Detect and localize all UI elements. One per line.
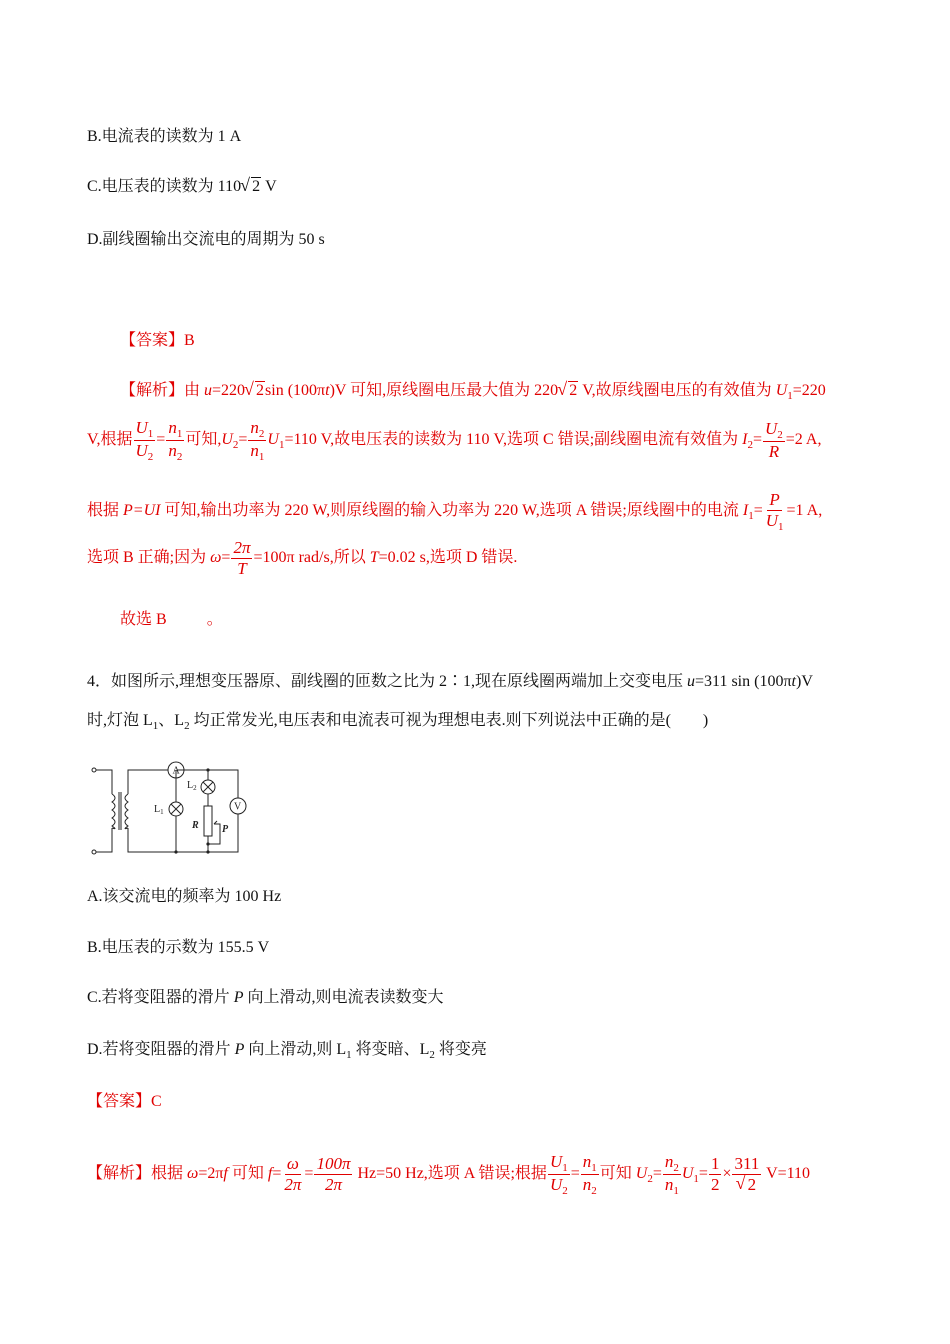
sqrt-radicand: 2 [256, 382, 265, 399]
var-U: U [681, 1165, 694, 1183]
fraction-U1-U2 [548, 1152, 570, 1197]
equals: = [221, 549, 231, 567]
text: 时,灯泡 L [87, 712, 153, 729]
fraction-n2-n1 [248, 418, 266, 463]
var-T: T [369, 549, 379, 567]
subscript: 2 [176, 451, 183, 463]
var-n: n [168, 418, 177, 437]
sqrt-radicand: 2 [252, 178, 261, 195]
q3-answer: 【答案】B [120, 332, 195, 349]
var-U: U [775, 382, 788, 399]
q3-option-c-text: C.电压表的读数为 110 [87, 178, 242, 195]
p-label: P [222, 824, 229, 835]
subscript: 2 [147, 451, 154, 463]
var-U: U [135, 441, 148, 460]
l2-label [187, 780, 197, 792]
q3-option-c-unit: V [261, 178, 277, 195]
q4-option-d [87, 1038, 487, 1063]
text: 可知,输出功率为 220 W,则原线圈的输入功率为 220 W,选项 A 错误;原线圈中的电流 [160, 502, 743, 520]
primary-coil [112, 794, 115, 829]
input-terminal-top [92, 768, 96, 772]
denominator: 2 [710, 1175, 720, 1194]
fraction-n1-n2 [581, 1152, 599, 1197]
subscript: 1 [748, 510, 754, 523]
subscript: 2 [562, 1185, 568, 1197]
var-R: R [768, 442, 780, 461]
r-label: R [192, 820, 199, 831]
times: × [722, 1165, 732, 1183]
fraction-2pi-T [231, 538, 252, 579]
var-U: U [765, 511, 778, 530]
text: 【解析】根据 [87, 1165, 188, 1183]
var-U: U [635, 1165, 648, 1183]
var-P: P [769, 490, 780, 509]
var-P: P [233, 989, 244, 1006]
var-n: n [582, 1175, 592, 1194]
subscript: 1 [562, 1162, 568, 1174]
text: =2π [198, 1165, 224, 1183]
text: V,根据 [87, 431, 133, 449]
q3-option-d: D.副线圈输出交流电的周期为 50 s [87, 231, 325, 248]
var-U: U [765, 419, 778, 438]
subscript: 2 [232, 439, 239, 452]
text: 可知, [185, 431, 222, 449]
subscript: 2 [184, 720, 190, 732]
subscript: 2 [777, 429, 783, 441]
l2-label-subscript: 2 [193, 784, 197, 792]
q3-explanation-line2 [87, 418, 821, 463]
fraction-U2-R [763, 419, 785, 462]
text: =100π rad/s,所以 [253, 549, 370, 567]
q4-stem-line2 [87, 709, 708, 734]
sqrt-symbol [737, 1175, 758, 1195]
l1-label-subscript: 1 [160, 808, 164, 816]
text: Hz=50 Hz,选项 A 错误;根据 [353, 1165, 547, 1183]
subscript: 1 [258, 451, 265, 463]
sqrt-radicand: 2 [569, 382, 578, 399]
var-I: I [742, 502, 749, 520]
subscript: 2 [647, 1173, 653, 1186]
equals: = [652, 1165, 662, 1183]
text: =110 V,故电压表的读数为 110 V,选项 C 错误;副线圈电流有效值为 [284, 431, 743, 449]
text: 选项 B 正确;因为 [87, 549, 211, 567]
subscript: 2 [673, 1162, 679, 1174]
text: 将变暗、L [351, 1041, 430, 1058]
equals: = [752, 431, 762, 449]
text: 。 [206, 611, 223, 628]
denominator: T [237, 559, 247, 578]
subscript: 2 [429, 1049, 435, 1061]
text: 4．如图所示,理想变压器原、副线圈的匝数之比为 2∶1,现在原线圈两端加上交变电压 [87, 673, 688, 690]
var-U: U [549, 1152, 563, 1171]
text: sin (100π [265, 382, 326, 399]
transformer-circuit-diagram [86, 758, 256, 860]
q3-choose [120, 608, 223, 632]
secondary-coil [125, 794, 128, 829]
subscript: 2 [258, 428, 265, 440]
denominator: 2π [284, 1175, 302, 1194]
fraction-n2-n1 [663, 1152, 681, 1197]
fraction-P-U1 [764, 490, 786, 533]
subscript: 1 [176, 428, 183, 440]
text: V=110 [762, 1165, 811, 1183]
fraction-1-2 [709, 1154, 722, 1195]
subscript: 1 [778, 521, 784, 533]
var-u: u [687, 673, 696, 690]
q3-option-c [87, 175, 277, 199]
equals: = [238, 431, 248, 449]
denominator: 2π [324, 1175, 342, 1194]
q4-option-b: B.电压表的示数为 155.5 V [87, 939, 270, 956]
subscript: 1 [673, 1185, 679, 1197]
var-omega: ω [187, 1165, 199, 1183]
fraction-100pi-2pi [314, 1154, 352, 1195]
ammeter-label: A [172, 765, 180, 777]
sqrt-symbol [245, 379, 265, 403]
q4-explanation-line1 [87, 1152, 810, 1197]
numerator: 1 [710, 1154, 720, 1173]
formula-p-ui: P=UI [123, 502, 161, 520]
l2-label-letter: L [187, 780, 194, 791]
var-n: n [250, 441, 259, 460]
text: )V [795, 673, 813, 690]
equals: = [272, 1165, 282, 1183]
equals: = [570, 1165, 580, 1183]
var-f: f [223, 1165, 228, 1183]
text: 【解析】由 [120, 382, 205, 399]
text: )V 可知,原线圈电压最大值为 220 [329, 382, 559, 399]
var-P: P [234, 1041, 245, 1058]
numerator: 100π [316, 1154, 351, 1173]
l1-label [154, 804, 164, 816]
voltmeter-label: V [234, 801, 242, 813]
subscript: 1 [693, 1173, 699, 1186]
fraction-omega-2pi [282, 1154, 303, 1195]
subscript: 1 [591, 1162, 597, 1174]
q4-stem-line1 [87, 670, 813, 694]
subscript: 1 [152, 720, 159, 732]
var-n: n [664, 1152, 674, 1171]
fraction-311-sqrt2 [732, 1154, 761, 1195]
var-I: I [742, 431, 748, 449]
equals: = [698, 1165, 708, 1183]
text: 、L [158, 712, 185, 729]
l1-label-letter: L [154, 804, 161, 815]
q4-answer: 【答案】C [87, 1093, 162, 1110]
subscript: 1 [147, 428, 154, 440]
q4-option-c [87, 986, 443, 1010]
var-omega: ω [210, 549, 222, 567]
q3-option-b: B.电流表的读数为 1 A [87, 128, 242, 145]
subscript: 1 [346, 1049, 352, 1061]
q3-explanation-line1 [120, 379, 826, 404]
subscript: 1 [278, 439, 285, 452]
var-f: f [267, 1165, 273, 1183]
numerator: ω [286, 1154, 299, 1173]
text: =1 A, [786, 502, 823, 520]
var-n: n [664, 1175, 674, 1194]
text: 向上滑动,则电流表读数变大 [243, 989, 444, 1006]
text: 可知 [599, 1165, 636, 1183]
var-n: n [168, 441, 177, 460]
subscript: 2 [591, 1185, 597, 1197]
q4-option-a: A.该交流电的频率为 100 Hz [87, 888, 282, 905]
text: =311 sin (100π [695, 673, 792, 690]
text: V,故原线圈电压的有效值为 [578, 382, 776, 399]
text: =0.02 s,选项 D 错误. [378, 549, 518, 567]
text: 向上滑动,则 L [244, 1041, 347, 1058]
equals: = [156, 431, 166, 449]
sqrt-symbol [558, 379, 578, 403]
text: 可知 [227, 1165, 268, 1183]
text: =220 [792, 382, 826, 399]
var-t: t [791, 673, 796, 690]
slider-p [208, 824, 220, 844]
var-t: t [325, 382, 330, 399]
var-n: n [250, 418, 259, 437]
var-n: n [582, 1152, 592, 1171]
text: =220 [212, 382, 246, 399]
equals: = [753, 502, 763, 520]
var-U: U [549, 1175, 563, 1194]
subscript: 1 [787, 390, 793, 402]
text: 根据 [87, 502, 124, 520]
var-U: U [267, 431, 279, 449]
text: =2 A, [785, 431, 822, 449]
text: C.若将变阻器的滑片 [87, 989, 234, 1006]
var-u: u [204, 382, 213, 399]
input-terminal-bottom [92, 850, 96, 854]
numerator: 2π [233, 538, 251, 557]
q3-explanation-line4 [87, 538, 517, 579]
sqrt-radicand: 2 [747, 1175, 757, 1194]
text: 均正常发光,电压表和电流表可视为理想电表.则下列说法中正确的是( ) [189, 712, 709, 729]
numerator: 311 [734, 1154, 760, 1173]
subscript: 2 [747, 439, 753, 452]
text: 故选 B [120, 611, 167, 628]
fraction-U1-U2 [134, 418, 156, 463]
rheostat-r [204, 806, 212, 836]
sqrt-symbol [241, 175, 261, 199]
text: 将变亮 [434, 1041, 487, 1058]
fraction-n1-n2 [166, 418, 184, 463]
q3-explanation-line3 [87, 490, 822, 533]
equals: = [304, 1165, 314, 1183]
text: D.若将变阻器的滑片 [87, 1041, 235, 1058]
var-U: U [135, 418, 148, 437]
var-U: U [221, 431, 233, 449]
